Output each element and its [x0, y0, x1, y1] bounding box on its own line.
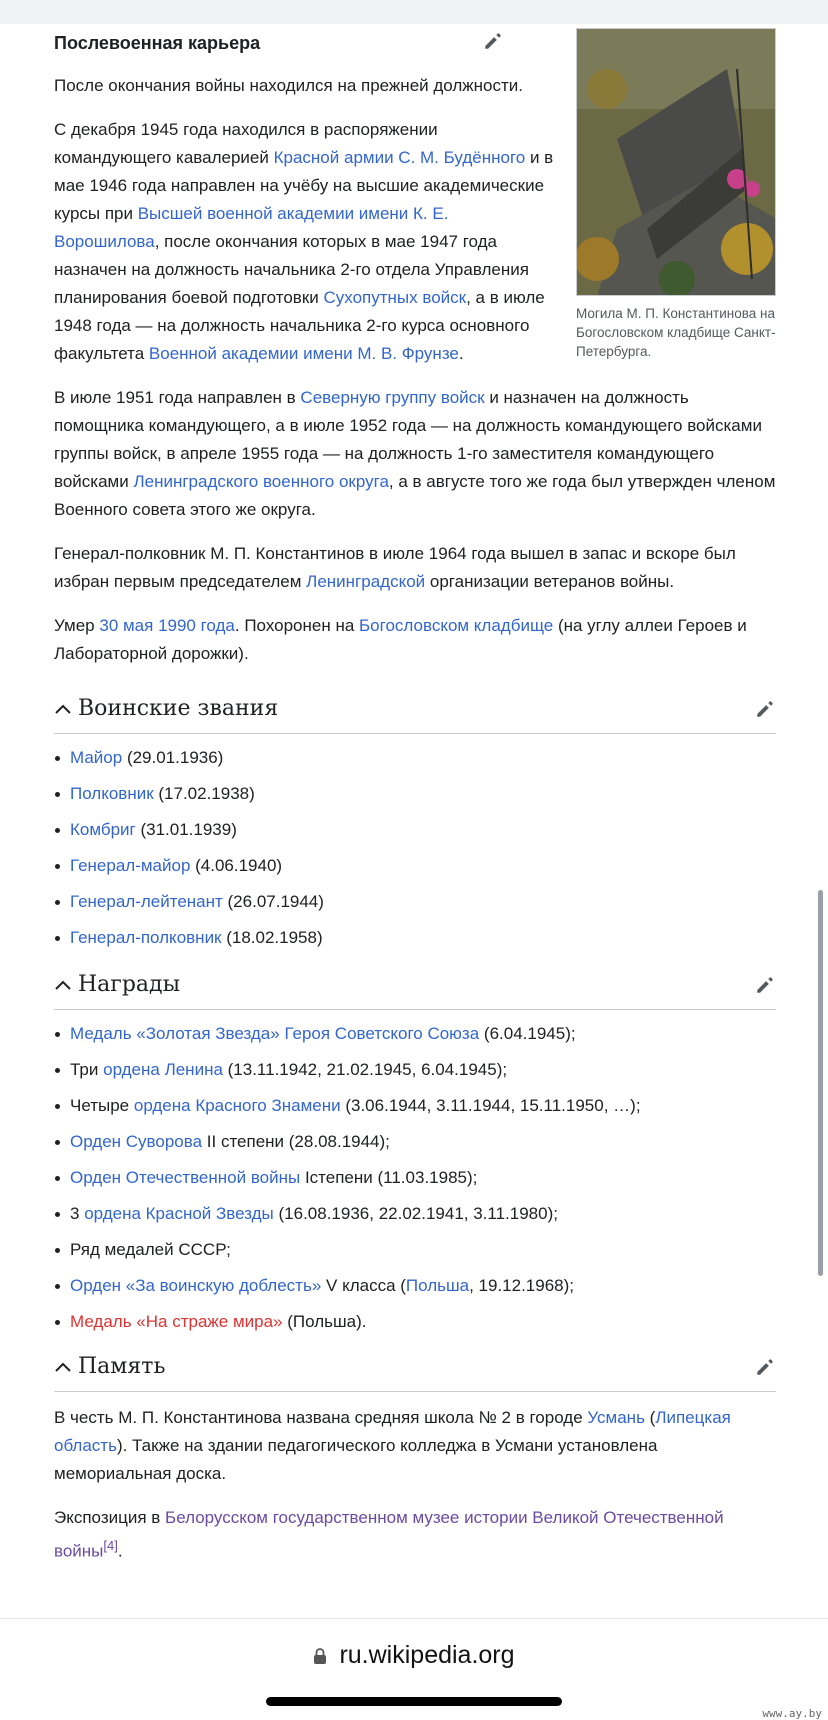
section-header-awards[interactable]: [54, 960, 776, 1010]
text: , после окончания которых в мае 1947 года назначен на должность начальника 2-го отдела Управления планирования боевой подготовки: [54, 232, 529, 307]
section-title-ranks: Воинские звания: [78, 696, 279, 721]
text: и назначен на должность помощника командующего, а в июле 1952 года — на должность командующего войсками группы войск, в апреле 1955 года — на должность 1-го заместителя командующего войсками: [54, 388, 762, 491]
link-northern-group[interactable]: Северную группу войск: [300, 388, 485, 407]
link-belarus-museum[interactable]: Белорусском государственном музее истории Великой Отечественной войны: [54, 1508, 724, 1561]
award-link[interactable]: ордена Ленина: [103, 1060, 223, 1079]
text: Три: [70, 1060, 104, 1079]
award-link[interactable]: Орден Отечественной войны: [70, 1168, 301, 1187]
rank-date: (4.06.1940): [190, 856, 283, 875]
list-item: [54, 926, 776, 950]
memory-paragraph-2: [54, 1504, 776, 1566]
paragraph-1: После окончания войны находился на прежней должности.: [54, 76, 524, 95]
link-bogoslovskoe-cemetery[interactable]: Богословском кладбище: [359, 616, 554, 635]
edit-pencil-icon[interactable]: [754, 974, 776, 996]
award-link[interactable]: Орден «За воинскую доблесть»: [70, 1276, 322, 1295]
text: Генерал-полковник М. П. Константинов в июле 1964 года вышел в запас и вскоре был избран первым председателем: [54, 544, 736, 591]
text: .: [117, 1541, 123, 1561]
section-header-ranks[interactable]: [54, 684, 776, 734]
list-item: [54, 1094, 776, 1118]
paragraph-4: [54, 540, 776, 596]
text: 3: [70, 1204, 85, 1223]
ranks-list: [54, 746, 776, 950]
text: В июле 1951 года направлен в: [54, 388, 301, 407]
list-item: [54, 746, 776, 770]
top-bar: [0, 0, 828, 24]
subsection-title: Послевоенная карьера: [54, 33, 261, 53]
list-item: [54, 818, 776, 842]
list-item: [54, 1058, 776, 1082]
section-title-memory: Память: [78, 1354, 166, 1379]
link-death-date[interactable]: 30 мая 1990 года: [99, 616, 235, 635]
address-bar[interactable]: [0, 1641, 828, 1670]
paragraph-5: [54, 612, 776, 668]
text: (Польша).: [282, 1312, 367, 1331]
paragraph-3: [54, 384, 776, 524]
list-item: [54, 1202, 776, 1226]
text: , а в июле 1948 года — на должность начальника 2-го курса основного факультета: [54, 288, 545, 363]
text: , 19.12.1968);: [469, 1276, 575, 1295]
text: (16.08.1936, 22.02.1941, 3.11.1980);: [273, 1204, 558, 1223]
awards-list: [54, 1022, 776, 1334]
reference-link[interactable]: [4]: [103, 1538, 118, 1553]
text: V класса (: [321, 1276, 406, 1295]
edit-pencil-icon[interactable]: [754, 698, 776, 720]
list-item: [54, 782, 776, 806]
lock-icon: [313, 1647, 327, 1665]
edit-pencil-icon[interactable]: [482, 30, 504, 52]
link-voroshilov-academy[interactable]: Высшей военной академии имени К. Е. Ворошилова: [54, 204, 449, 251]
link-leningrad-district[interactable]: Ленинградского военного округа: [133, 472, 389, 491]
award-link[interactable]: ордена Красного Знамени: [133, 1096, 341, 1115]
text: .: [458, 344, 464, 363]
award-link[interactable]: Орден Суворова: [70, 1132, 203, 1151]
award-link-missing[interactable]: Медаль «На страже мира»: [70, 1312, 283, 1331]
url-text: ru.wikipedia.org: [339, 1641, 515, 1669]
list-item: [54, 890, 776, 914]
rank-link[interactable]: Генерал-майор: [70, 856, 191, 875]
award-link[interactable]: Медаль «Золотая Звезда» Героя Советского Союза: [70, 1024, 480, 1043]
chevron-up-icon[interactable]: [54, 703, 72, 715]
figure-caption: Могила М. П. Константинова на Богословском кладбище Санкт-Петербурга.: [576, 306, 776, 359]
section-header-memory[interactable]: [54, 1342, 776, 1392]
text: В честь М. П. Константинова названа средняя школа № 2 в городе: [54, 1408, 588, 1427]
text: Четыре: [70, 1096, 134, 1115]
home-indicator[interactable]: [266, 1697, 562, 1706]
rank-link[interactable]: Генерал-лейтенант: [70, 892, 223, 911]
list-item: [54, 1130, 776, 1154]
rank-date: (18.02.1958): [221, 928, 323, 947]
link-leningrad[interactable]: Ленинградской: [306, 572, 426, 591]
text: (6.04.1945);: [479, 1024, 576, 1043]
text: организации ветеранов войны.: [425, 572, 675, 591]
subsection-heading: [54, 30, 504, 56]
rank-date: (31.01.1939): [135, 820, 237, 839]
text: (13.11.1942, 21.02.1945, 6.04.1945);: [222, 1060, 508, 1079]
rank-date: (26.07.1944): [222, 892, 324, 911]
section-title-awards: Награды: [78, 972, 181, 997]
text: Iстепени (11.03.1985);: [300, 1168, 478, 1187]
link-poland[interactable]: Польша: [405, 1276, 470, 1295]
list-item: [54, 1238, 776, 1262]
link-lipetsk-oblast[interactable]: Липецкая область: [54, 1408, 731, 1455]
memory-paragraph-1: [54, 1404, 776, 1488]
chevron-up-icon[interactable]: [54, 979, 72, 991]
list-item: [54, 1310, 776, 1334]
text: Экспозиция в: [54, 1508, 166, 1527]
rank-link[interactable]: Комбриг: [70, 820, 136, 839]
link-usman[interactable]: Усмань: [587, 1408, 645, 1427]
text: Ряд медалей СССР;: [70, 1240, 231, 1259]
rank-link[interactable]: Майор: [70, 748, 123, 767]
browser-bottom-bar: [0, 1618, 828, 1720]
text: , а в августе того же года был утвержден членом Военного совета этого же округа.: [54, 472, 776, 519]
grave-figure: [576, 28, 776, 361]
award-link[interactable]: ордена Красной Звезды: [84, 1204, 274, 1223]
grave-photo[interactable]: [576, 28, 776, 296]
list-item: [54, 1274, 776, 1298]
text: ). Также на здании педагогического колледжа в Усмани установлена мемориальная доска.: [54, 1436, 658, 1483]
list-item: [54, 1022, 776, 1046]
link-frunze-academy[interactable]: Военной академии имени М. В. Фрунзе: [148, 344, 459, 363]
text: II степени (28.08.1944);: [202, 1132, 390, 1151]
text: С декабря 1945 года находился в распоряжении командующего кавалерией: [54, 120, 438, 167]
edit-pencil-icon[interactable]: [754, 1356, 776, 1378]
chevron-up-icon[interactable]: [54, 1361, 72, 1373]
text: Умер: [54, 616, 100, 635]
text: . Похоронен на: [234, 616, 360, 635]
text: (3.06.1944, 3.11.1944, 15.11.1950, …);: [340, 1096, 641, 1115]
scrollbar[interactable]: [818, 890, 823, 1276]
list-item: [54, 854, 776, 878]
rank-link[interactable]: Генерал-полковник: [70, 928, 222, 947]
text: (на углу аллеи Героев и Лабораторной дорожки).: [54, 616, 747, 663]
link-ground-forces[interactable]: Сухопутных войск: [323, 288, 467, 307]
text: и в мае 1946 года направлен на учёбу на высшие академические курсы при: [54, 148, 554, 223]
paragraph-2: [54, 116, 554, 368]
text: (: [644, 1408, 656, 1427]
list-item: [54, 1166, 776, 1190]
rank-link[interactable]: Полковник: [70, 784, 154, 803]
link-red-army[interactable]: Красной армии С. М. Будённого: [273, 148, 526, 167]
watermark: www.ay.by: [762, 1707, 822, 1720]
article-content: [54, 24, 776, 1582]
rank-date: (29.01.1936): [122, 748, 224, 767]
rank-date: (17.02.1938): [153, 784, 255, 803]
